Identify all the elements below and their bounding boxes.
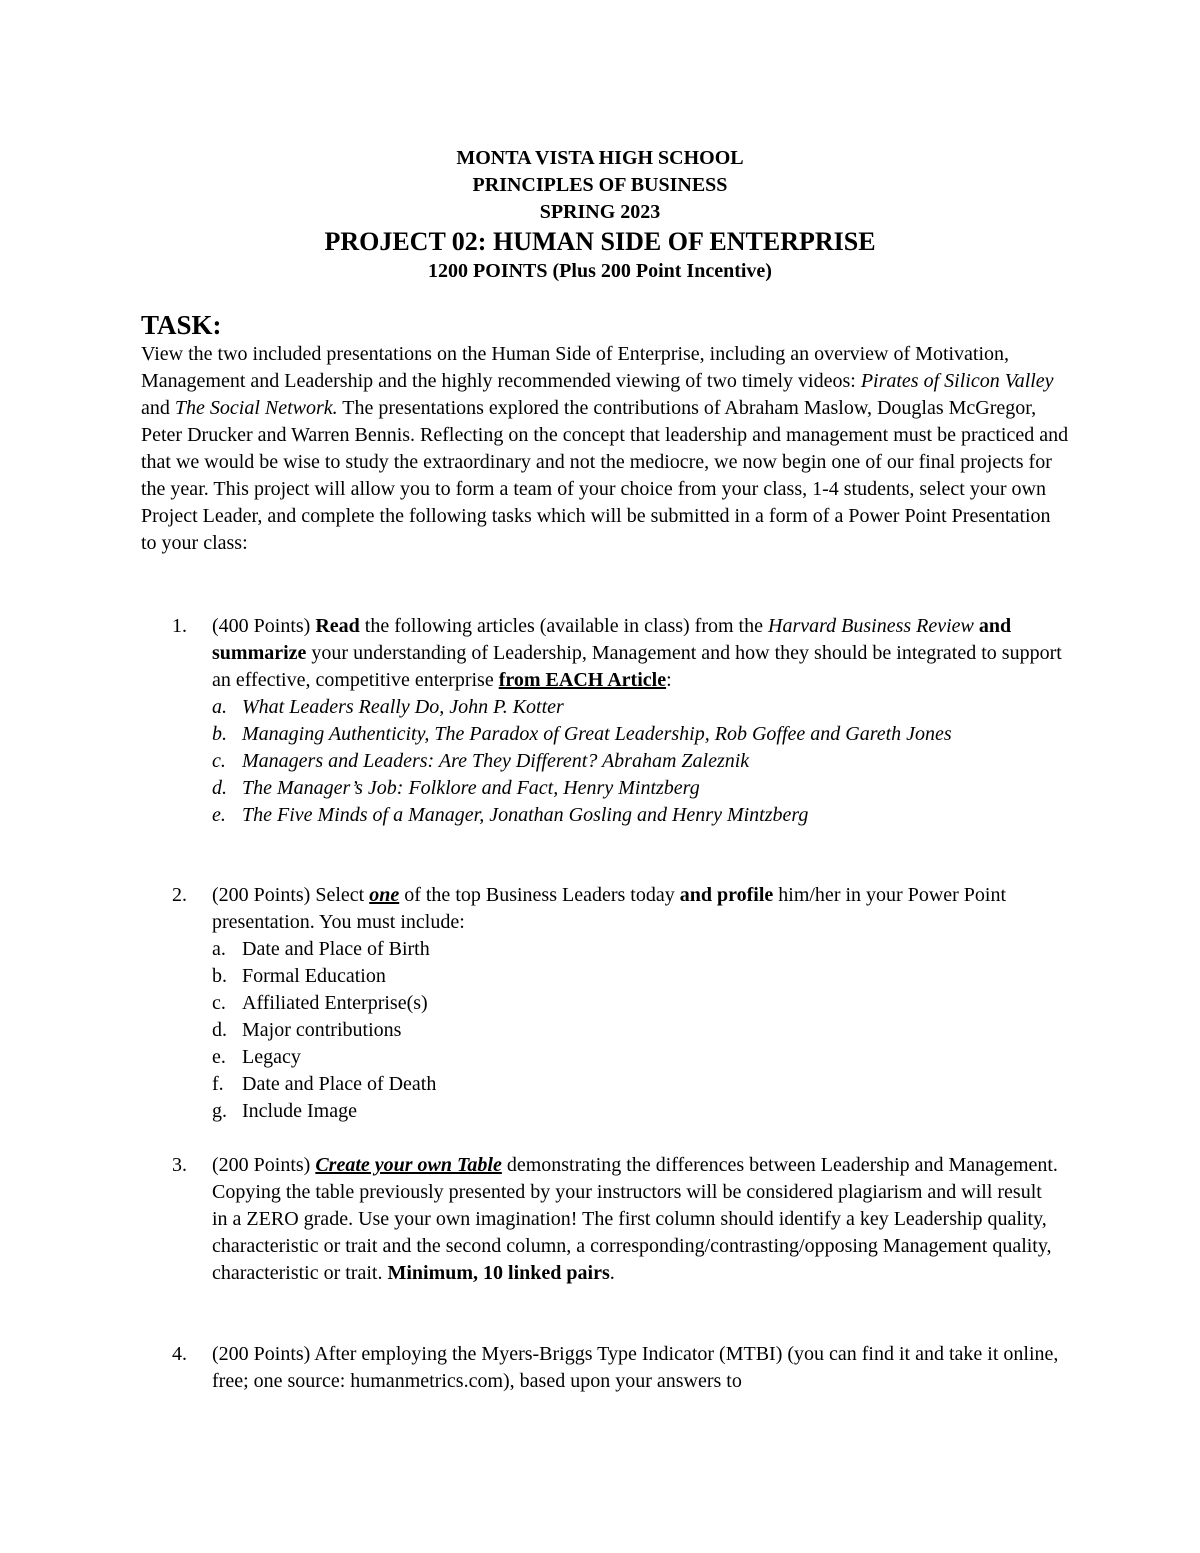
item-text: . — [609, 1262, 615, 1284]
task-intro — [141, 341, 1071, 557]
item-2-text — [212, 882, 1062, 936]
item-4-text: (200 Points) After employing the Myers-Briggs Type Indicator (MTBI) (you can find it and take it online, free; one source: humanmetrics.com), based upon your answers to — [212, 1343, 1059, 1392]
list-item — [172, 775, 1062, 802]
item-emphasis: Read — [315, 615, 360, 637]
video-title-2: The Social Network. — [174, 397, 338, 419]
item-number: 3. — [172, 1154, 187, 1176]
course-name: PRINCIPLES OF BUSINESS — [472, 174, 728, 196]
list-letter: a. — [212, 696, 227, 718]
article-title: What Leaders Really Do, John P. Kotter — [242, 696, 564, 718]
list-item-text: Legacy — [242, 1046, 301, 1068]
list-item — [172, 990, 1062, 1017]
list-letter: c. — [212, 750, 226, 772]
item-text: your understanding of Leadership, Management and how they should be integrated to support an effective, competitive enterprise — [212, 642, 1062, 691]
list-item-text: Date and Place of Birth — [242, 938, 430, 960]
list-item-text: Major contributions — [242, 1019, 402, 1041]
school-name: MONTA VISTA HIGH SCHOOL — [456, 147, 744, 169]
item-emphasis: one — [369, 884, 400, 906]
list-letter: e. — [212, 804, 226, 826]
item-emphasis: Create your own Table — [315, 1154, 502, 1176]
task-item-4 — [172, 1341, 1062, 1395]
item-emphasis: from EACH Article — [498, 669, 667, 691]
list-letter: d. — [212, 1019, 227, 1041]
list-letter: f. — [212, 1073, 224, 1095]
article-list — [172, 694, 1062, 829]
list-item — [172, 748, 1062, 775]
item-text: (400 Points) — [212, 615, 316, 637]
article-title: The Five Minds of a Manager, Jonathan Gosling and Henry Mintzberg — [242, 804, 809, 826]
video-title-1: Pirates of Silicon Valley — [860, 370, 1054, 392]
intro-text-a: View the two included presentations on the Human Side of Enterprise, including an overview of Motivation, Management and Leadership and the highly recommended viewing of two timely videos: — [141, 343, 1010, 392]
list-letter: e. — [212, 1046, 226, 1068]
item-text: the following articles (available in class) from the — [359, 615, 768, 637]
list-letter: a. — [212, 938, 226, 960]
list-item-text: Date and Place of Death — [242, 1073, 437, 1095]
list-item — [172, 802, 1062, 829]
document-header — [0, 145, 1200, 285]
item-text: him/her in your Power Point presentation. You must include: — [212, 884, 1007, 933]
intro-and: and — [141, 397, 175, 419]
list-item — [172, 1071, 1062, 1098]
article-title: Managing Authenticity, The Paradox of Great Leadership, Rob Goffee and Gareth Jones — [242, 723, 952, 745]
list-letter: b. — [212, 723, 227, 745]
project-title: PROJECT 02: HUMAN SIDE OF ENTERPRISE — [324, 227, 876, 256]
item-1-text — [212, 613, 1062, 694]
item-text: of the top Business Leaders today — [399, 884, 680, 906]
list-letter: d. — [212, 777, 227, 799]
item-number: 1. — [172, 615, 187, 637]
item-emphasis: and profile — [679, 884, 774, 906]
task-item-1 — [172, 613, 1062, 829]
item-emphasis: Minimum, 10 linked pairs — [387, 1262, 610, 1284]
item-number: 2. — [172, 884, 187, 906]
task-item-2 — [172, 882, 1062, 1125]
article-title: The Manager’s Job: Folklore and Fact, Henry Mintzberg — [242, 777, 700, 799]
article-title: Managers and Leaders: Are They Different? Abraham Zaleznik — [242, 750, 750, 772]
item-3-text — [212, 1152, 1062, 1287]
list-item — [172, 1017, 1062, 1044]
item-emphasis: and summarize — [212, 615, 1012, 664]
project-points: 1200 POINTS (Plus 200 Point Incentive) — [428, 260, 772, 282]
profile-requirements-list — [172, 936, 1062, 1125]
journal-title: Harvard Business Review — [768, 615, 974, 637]
task-item-3 — [172, 1152, 1062, 1287]
item-text: (200 Points) Select — [212, 884, 370, 906]
intro-text-b: The presentations explored the contributions of Abraham Maslow, Douglas McGregor, Peter Drucker and Warren Bennis. Reflecting on the concept that leadership and management must be practiced and that we would be wise to study the extraordinary and not the mediocre, we now begin one of our final projects for the year. This project will allow you to form a team of your choice from your class, 1-4 students, select your own Project Leader, and complete the following tasks which will be submitted in a form of a Power Point Presentation to your class: — [141, 397, 1069, 554]
list-item — [172, 1044, 1062, 1071]
list-item — [172, 1098, 1062, 1125]
item-text: (200 Points) — [212, 1154, 316, 1176]
item-text: : — [666, 669, 672, 691]
term: SPRING 2023 — [539, 201, 661, 223]
list-letter: c. — [212, 992, 226, 1014]
list-item — [172, 963, 1062, 990]
list-item — [172, 936, 1062, 963]
list-letter: g. — [212, 1100, 227, 1122]
item-text: demonstrating the differences between Leadership and Management. Copying the table previously presented by your instructors will be considered plagiarism and will result in a ZERO grade. Use your own imagination! The first column should identify a key Leadership quality, characteristic or trait and the second column, a corresponding/contrasting/opposing Management quality, characteristic or trait. — [212, 1154, 1058, 1284]
list-item-text: Affiliated Enterprise(s) — [242, 992, 428, 1014]
task-heading: TASK: — [141, 310, 222, 340]
list-letter: b. — [212, 965, 227, 987]
item-number: 4. — [172, 1343, 187, 1365]
list-item — [172, 721, 1062, 748]
list-item-text: Include Image — [242, 1100, 357, 1122]
list-item-text: Formal Education — [242, 965, 386, 987]
list-item — [172, 694, 1062, 721]
